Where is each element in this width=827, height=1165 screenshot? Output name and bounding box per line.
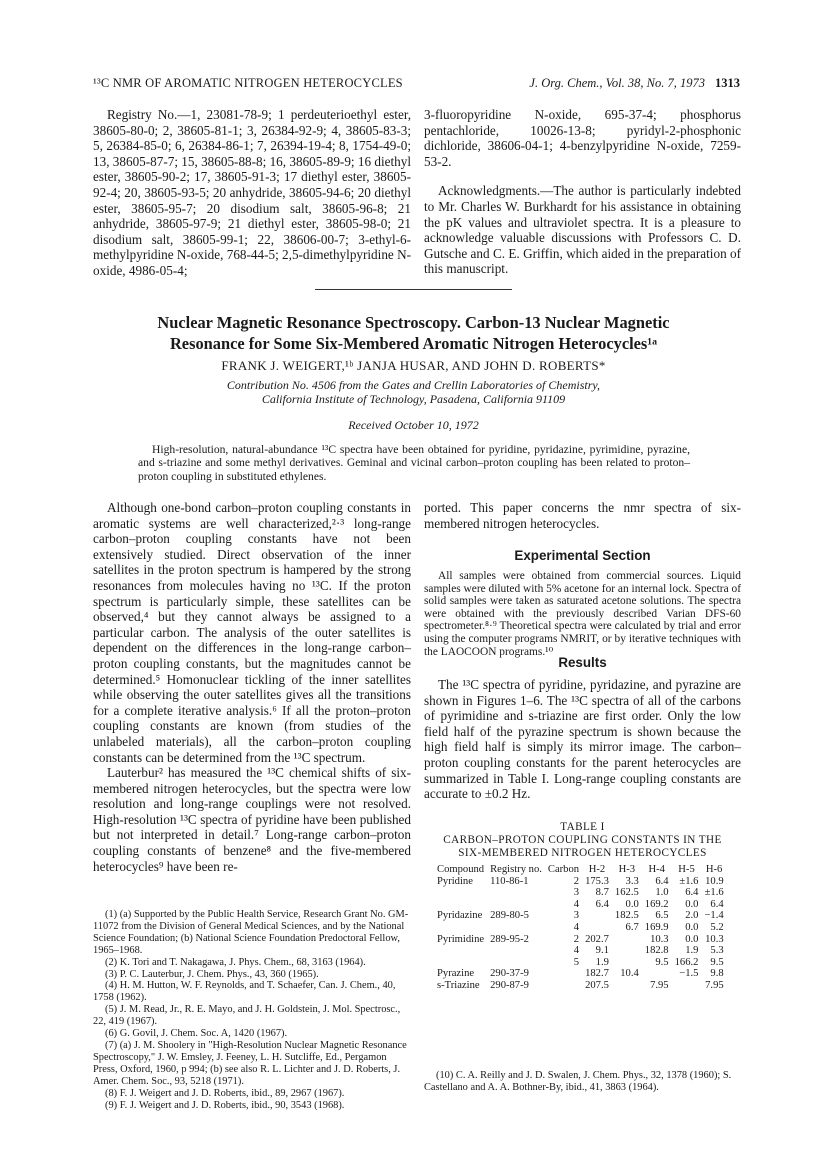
table-cell: 166.2 [674, 956, 699, 968]
table-row [434, 934, 727, 946]
table-header-cell: Registry no. [490, 864, 542, 875]
footnote: (10) C. A. Reilly and J. D. Swalen, J. Chem. Phys., 32, 1378 (1960); S. Castellano and A. A. Bothner-By, ibid., 41, 3863 (1964). [424, 1070, 732, 1093]
experimental-text [424, 570, 741, 658]
table-cell [487, 899, 545, 911]
table-cell [612, 934, 642, 946]
table-cell [612, 945, 642, 957]
table-cell: 169.9 [644, 921, 669, 933]
registry-paragraph: Registry No.—1, 23081-78-9; 1 perdeuterioethyl ester, 38605-80-0; 2, 38605-81-1; 3, 26384-92-9; 4, 38605-83-3; 5, 26384-85-0; 6, 26384-86-1; 7, 26394-19-4; 8, 1754-49-0; 13, 38605-87-7; 15, 38605-88-8; 16, 38605-89-9; 16 diethyl ester, 38605-90-2; 17, 38605-91-3; 17 diethyl ester, 38605-92-4; 20, 38605-93-5; 20 anhydride, 38605-94-6; 20 diethyl ester, 38605-95-7; 20 disodium salt, 38605-96-8; 21 anhydride, 38605-97-9; 21 diethyl ester, 38605-98-0; 21 disodium salt, 38605-99-1; 22, 38606-00-7; 3-ethyl-6-methylpyridine N-oxide, 768-44-5; 2,5-dimethylpyridine N-oxide, 4986-05-4; [93, 107, 411, 278]
page-number: 1313 [715, 76, 740, 90]
table-cell: 0.0 [685, 933, 699, 945]
table-header-cell: H-4 [648, 864, 665, 875]
registry-continuation: 3-fluoropyridine N-oxide, 695-37-4; phosphorus pentachloride, 10026-13-8; pyridyl-2-phosphonic dichloride, 38606-04-1; 4-benzylpyridine N-oxide, 7259-53-2. [424, 107, 741, 169]
experimental-paragraph: All samples were obtained from commercial sources. Liquid samples were diluted with 5% acetone for an internal lock. Spectra of solid samples were taken as saturated acetone solutions. The spectra were obtained with the previously described Varian DFS-60 spectrometer.⁸·⁹ Theoretical spectra were calculated by trial and error using the computer programs NMRIT, or by iterative techniques with the LAOCOON programs.¹⁰ [424, 570, 741, 658]
table-cell: 3 [573, 887, 580, 899]
footnote: (9) F. J. Weigert and J. D. Roberts, ibid., 90, 3543 (1968). [105, 1099, 345, 1111]
authors: FRANK J. WEIGERT,¹ᵇ JANJA HUSAR, AND JOHN D. ROBERTS* [221, 358, 606, 373]
coupling-table [434, 864, 744, 992]
footnote: (2) K. Tori and T. Nakagawa, J. Phys. Chem., 68, 3163 (1964). [105, 956, 366, 968]
article-title [60, 312, 767, 354]
table-header-cell: H-5 [678, 864, 695, 875]
table-cell: 1.9 [685, 945, 699, 957]
footnote: (6) G. Govil, J. Chem. Soc. A, 1420 (1967). [105, 1028, 288, 1040]
table-cell [487, 922, 545, 934]
table-cell [545, 980, 582, 992]
table-label: TABLE I [560, 821, 605, 833]
footnote: (5) J. M. Read, Jr., R. E. Mayo, and J. H. Goldstein, J. Mol. Spectrosc., 22, 419 (1967). [93, 1004, 401, 1028]
footnote: (8) F. J. Weigert and J. D. Roberts, ibid., 89, 2967 (1967). [105, 1087, 345, 1099]
abstract [138, 443, 690, 483]
table-row [434, 910, 727, 922]
table-cell: Pyrimidine [437, 933, 485, 945]
journal-name: J. Org. Chem., Vol. 38, No. 7, 1973 [529, 76, 705, 90]
table-cell: −1.5 [679, 968, 699, 980]
table-cell [487, 945, 545, 957]
footnotes-right [424, 1070, 741, 1094]
table-cell [582, 910, 612, 922]
table-cell: 7.95 [650, 979, 669, 991]
footnote: (1) (a) Supported by the Public Health Service, Research Grant No. GM-11072 from the Division of General Medical Sciences, and by the National Science Foundation; (b) National Science Foundation Predoctoral Fellow, 1965–1968. [93, 909, 409, 956]
results-heading: Results [558, 655, 607, 670]
table-cell: 5 [573, 956, 580, 968]
table-cell: 3.3 [625, 875, 639, 887]
table-cell [612, 980, 642, 992]
table-cell: 9.1 [595, 945, 609, 957]
table-cell: −1.4 [704, 910, 724, 922]
running-title: ¹³C NMR OF AROMATIC NITROGEN HETEROCYCLES [93, 76, 403, 90]
table-cell: 290-87-9 [490, 979, 529, 991]
table-row [434, 922, 727, 934]
table-cell [642, 968, 672, 980]
table-cell: Pyridazine [437, 910, 483, 922]
table-cell [582, 922, 612, 934]
abstract-text: High-resolution, natural-abundance ¹³C spectra have been obtained for pyridine, pyridazine, pyrimidine, pyrazine, and s-triazine and some methyl derivatives. Geminal and vicinal carbon–proton coupling has been related to proton–proton coupling in substituted ethylenes. [138, 443, 690, 483]
table-cell: 9.5 [710, 956, 724, 968]
received-date: Received October 10, 1972 [348, 418, 479, 432]
table-header-cell: H-3 [618, 864, 636, 875]
experimental-heading: Experimental Section [514, 548, 651, 563]
table-header-cell: Carbon [547, 864, 580, 875]
contribution-line-2: California Institute of Technology, Pasadena, California 91109 [261, 392, 566, 406]
registry-numbers [93, 107, 411, 279]
footnotes-left [93, 909, 411, 1111]
table-cell: 5.2 [710, 921, 724, 933]
table-cell: ±1.6 [704, 887, 724, 899]
table-cell: 110-86-1 [490, 875, 529, 887]
table-cell: 10.4 [620, 968, 639, 980]
article-divider [315, 289, 512, 290]
table-cell: 4 [573, 921, 580, 933]
body-right-column [424, 500, 741, 531]
table-cell: 7.95 [705, 979, 724, 991]
table-cell: 4 [573, 898, 580, 910]
intro-paragraph-2: Lauterbur² has measured the ¹³C chemical shifts of six-membered nitrogen heterocycles, but the spectra were low resolution and long-range couplings were not resolved. High-resolution ¹³C spectra of pyridine have been published but not interpreted in detail.⁷ Long-range carbon–proton coupling constants of benzene⁸ and the five-membered heterocycles⁹ have been re- [93, 765, 411, 874]
table-row [434, 899, 727, 911]
table-cell: 6.4 [710, 898, 724, 910]
journal-citation [470, 76, 740, 91]
contribution [60, 378, 767, 406]
table-cell [487, 887, 545, 899]
title-line-1: Nuclear Magnetic Resonance Spectroscopy. Carbon-13 Nuclear Magnetic [157, 313, 670, 332]
table-header-row [434, 864, 727, 876]
table-cell: Pyridine [437, 875, 473, 887]
table-cell: 0.0 [625, 898, 639, 910]
table-cell: 169.2 [644, 898, 669, 910]
table-cell: s-Triazine [437, 979, 480, 991]
table-cell [545, 968, 582, 980]
table-row [434, 980, 727, 992]
table-cell: 8.7 [595, 887, 609, 899]
table-cell: 9.8 [710, 968, 724, 980]
results-paragraph: The ¹³C spectra of pyridine, pyridazine, and pyrazine are shown in Figures 1–6. The ¹³C spectra of all of the carbons of pyrimidine and s-triazine are first order. Only the low field half of the pyrazine spectrum is shown because the high field half is simply its mirror image. The carbon–proton coupling constants for the parent heterocycles are summarized in Table I. Long-range coupling constants are accurate to ±0.2 Hz. [424, 677, 741, 802]
table-cell: 175.3 [585, 875, 609, 887]
table-caption-line-1: CARBON–PROTON COUPLING CONSTANTS IN THE [443, 834, 722, 846]
table-cell: 162.5 [614, 887, 639, 899]
table-cell [434, 957, 487, 969]
table-header-cell: H-6 [705, 864, 723, 875]
table-row [434, 887, 727, 899]
table-cell: 0.0 [685, 898, 699, 910]
table-header-cell: H-2 [588, 864, 606, 875]
footnote: (4) H. M. Hutton, W. F. Reynolds, and T. Schaefer, Can. J. Chem., 40, 1758 (1962). [93, 980, 396, 1004]
table-cell: 2 [573, 933, 580, 945]
table-cell [672, 980, 702, 992]
table-cell: 2 [573, 875, 580, 887]
footnote: (7) (a) J. M. Shoolery in "High-Resolution Nuclear Magnetic Resonance Spectroscopy," J. W. Emsley, J. Feeney, L. H. Sutcliffe, Ed., Pergamon Press, Oxford, 1960, p 994; (b) see also R. L. Lichter and J. D. Roberts, J. Amer. Chem. Soc., 93, 5218 (1971). [93, 1039, 407, 1087]
table-cell: 10.9 [705, 875, 724, 887]
table-caption [424, 821, 741, 860]
table-cell: 6.5 [655, 910, 669, 922]
contribution-line-1: Contribution No. 4506 from the Gates and Crellin Laboratories of Chemistry, [226, 378, 601, 392]
table-cell: 2.0 [685, 910, 699, 922]
table-cell [434, 922, 487, 934]
results-text [424, 677, 741, 802]
prev-article-right [424, 107, 741, 277]
table-cell: ±1.6 [679, 875, 699, 887]
table-row [434, 876, 727, 888]
table-cell [487, 957, 545, 969]
table-row [434, 957, 727, 969]
table-cell: 6.7 [625, 921, 639, 933]
table-cell: 5.3 [710, 945, 724, 957]
table-row [434, 945, 727, 957]
table-cell: Pyrazine [437, 968, 475, 980]
table-caption-line-2: SIX-MEMBERED NITROGEN HETEROCYCLES [458, 847, 707, 859]
table-cell: 289-80-5 [490, 910, 529, 922]
table-cell: 289-95-2 [490, 933, 529, 945]
table-cell: 202.7 [585, 933, 609, 945]
body-left-column [93, 500, 411, 874]
table-cell: 182.7 [585, 968, 609, 980]
table-cell: 6.4 [595, 898, 609, 910]
table-header-cell: Compound [437, 864, 485, 875]
table-row [434, 968, 727, 980]
table-cell [612, 957, 642, 969]
table-cell: 9.5 [655, 956, 669, 968]
footnote: (3) P. C. Lauterbur, J. Chem. Phys., 43, 360 (1965). [105, 968, 319, 980]
table-cell [434, 899, 487, 911]
table-cell: 182.8 [644, 945, 669, 957]
intro-paragraph-1: Although one-bond carbon–proton coupling constants in aromatic systems are well characterized,²·³ long-range carbon–proton coupling constants have not been extensively studied. Direct observation of the inner satellites in the proton spectrum is hampered by the strong resonances from molecules having no ¹³C. If the proton spectrum is particularly simple, these satellites can be observed,⁴ but they cannot always be assigned to a particular carbon. The analysis of the outer satellites is dependent on the differences in the long-range carbon–proton coupling constants, but the magnitudes cannot be determined.⁵ Homonuclear tickling of the inner satellites while observing the outer satellites gives all the transitions for a complete iterative analysis.⁶ If all the proton–proton coupling constants are known (from studies of the unlabeled materials), all the carbon–proton coupling constants can be determined from the ¹³C spectrum. [93, 500, 411, 765]
table-cell: 0.0 [685, 921, 699, 933]
table-cell: 6.4 [655, 875, 669, 887]
table-cell: 1.9 [595, 956, 609, 968]
table-cell: 10.3 [650, 933, 669, 945]
table-cell: 182.5 [614, 910, 639, 922]
acknowledgments: Acknowledgments.—The author is particularly indebted to Mr. Charles W. Burkhardt for his assistance in obtaining the pK values and ultraviolet spectra. It is a pleasure to acknowledge valuable discussions with Professors C. D. Gutsche and C. E. Griffin, which aided in the preparation of this manuscript. [424, 183, 741, 277]
table-cell: 207.5 [585, 979, 609, 991]
table-cell: 3 [573, 910, 580, 922]
intro-paragraph-2-continued: ported. This paper concerns the nmr spectra of six-membered nitrogen heterocycles. [424, 500, 741, 531]
title-line-2: Resonance for Some Six-Membered Aromatic Nitrogen Heterocycles¹ᵃ [169, 334, 658, 353]
table-cell: 4 [573, 945, 580, 957]
table-cell [434, 887, 487, 899]
table-cell: 10.3 [705, 933, 724, 945]
table-cell [434, 945, 487, 957]
table-cell: 6.4 [685, 887, 699, 899]
table-cell: 290-37-9 [490, 968, 529, 980]
table-cell: 1.0 [655, 887, 669, 899]
